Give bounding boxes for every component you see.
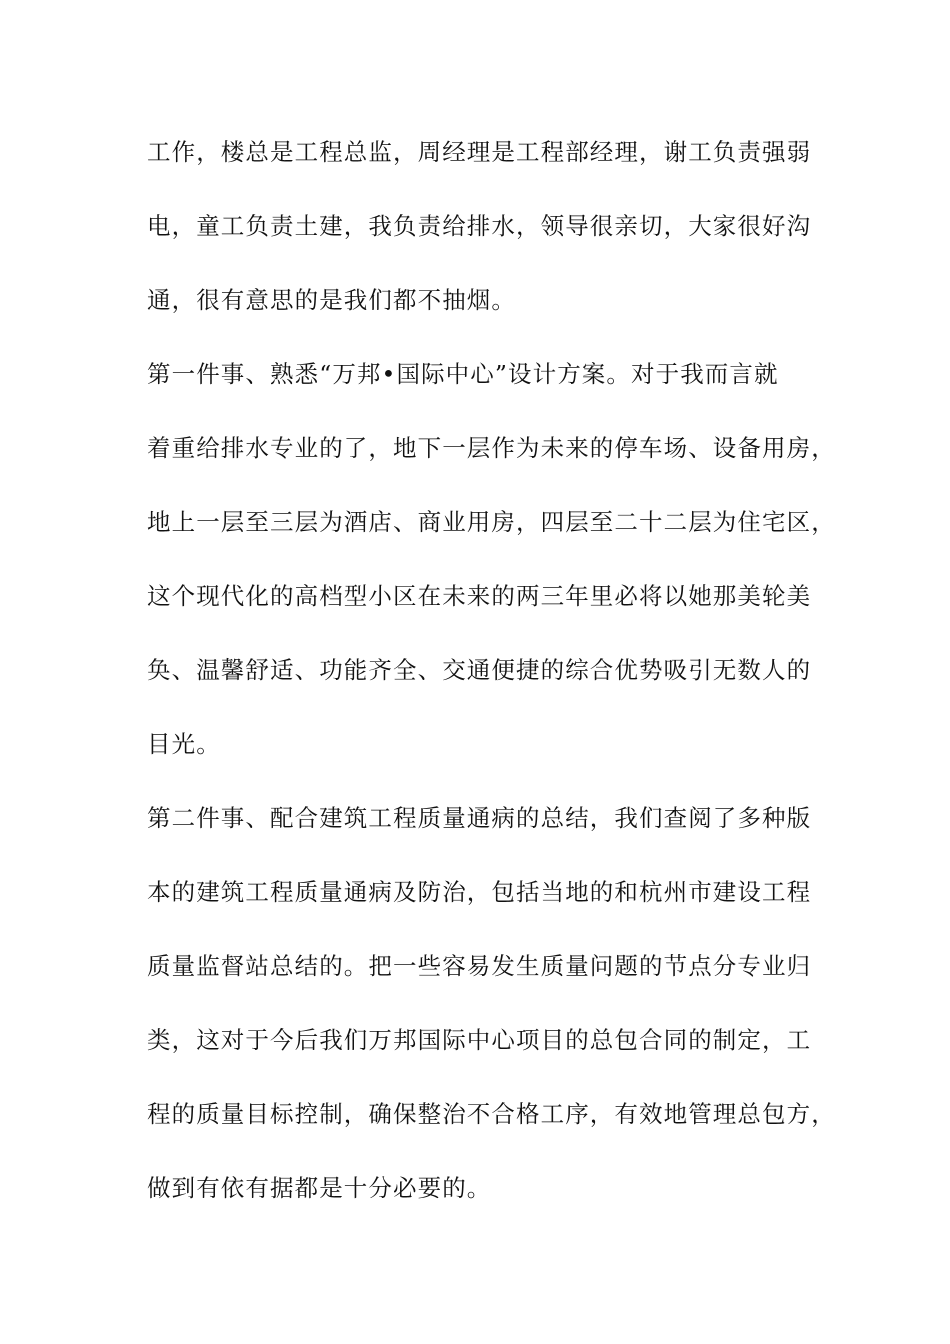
text-line-11: 本的建筑工程质量通病及防治，包括当地的和杭州市建设工程	[147, 878, 812, 906]
text-line-1: 工作，楼总是工程总监，周经理是工程部经理，谢工负责强弱	[147, 138, 812, 166]
text-line-3: 通，很有意思的是我们都不抽烟。	[147, 286, 516, 314]
text-line-7: 这个现代化的高档型小区在未来的两三年里必将以她那美轮美	[147, 582, 812, 610]
text-line-9: 目光。	[147, 730, 221, 758]
text-line-12: 质量监督站总结的。把一些容易发生质量问题的节点分专业归	[147, 952, 812, 980]
text-line-8: 奂、温馨舒适、功能齐全、交通便捷的综合优势吸引无数人的	[147, 656, 812, 684]
text-line-15: 做到有依有据都是十分必要的。	[147, 1174, 492, 1202]
text-line-13: 类，这对于今后我们万邦国际中心项目的总包合同的制定，工	[147, 1026, 812, 1054]
text-line-14: 程的质量目标控制，确保整治不合格工序，有效地管理总包方，	[147, 1100, 836, 1128]
text-line-2: 电，童工负责土建，我负责给排水，领导很亲切，大家很好沟	[147, 212, 812, 240]
text-line-4: 第一件事、熟悉“万邦•国际中心”设计方案。对于我而言就	[147, 360, 779, 388]
text-line-6: 地上一层至三层为酒店、商业用房，四层至二十二层为住宅区，	[147, 508, 836, 536]
text-line-10: 第二件事、配合建筑工程质量通病的总结，我们查阅了多种版	[147, 804, 812, 832]
text-line-5: 着重给排水专业的了，地下一层作为未来的停车场、设备用房，	[147, 434, 836, 462]
